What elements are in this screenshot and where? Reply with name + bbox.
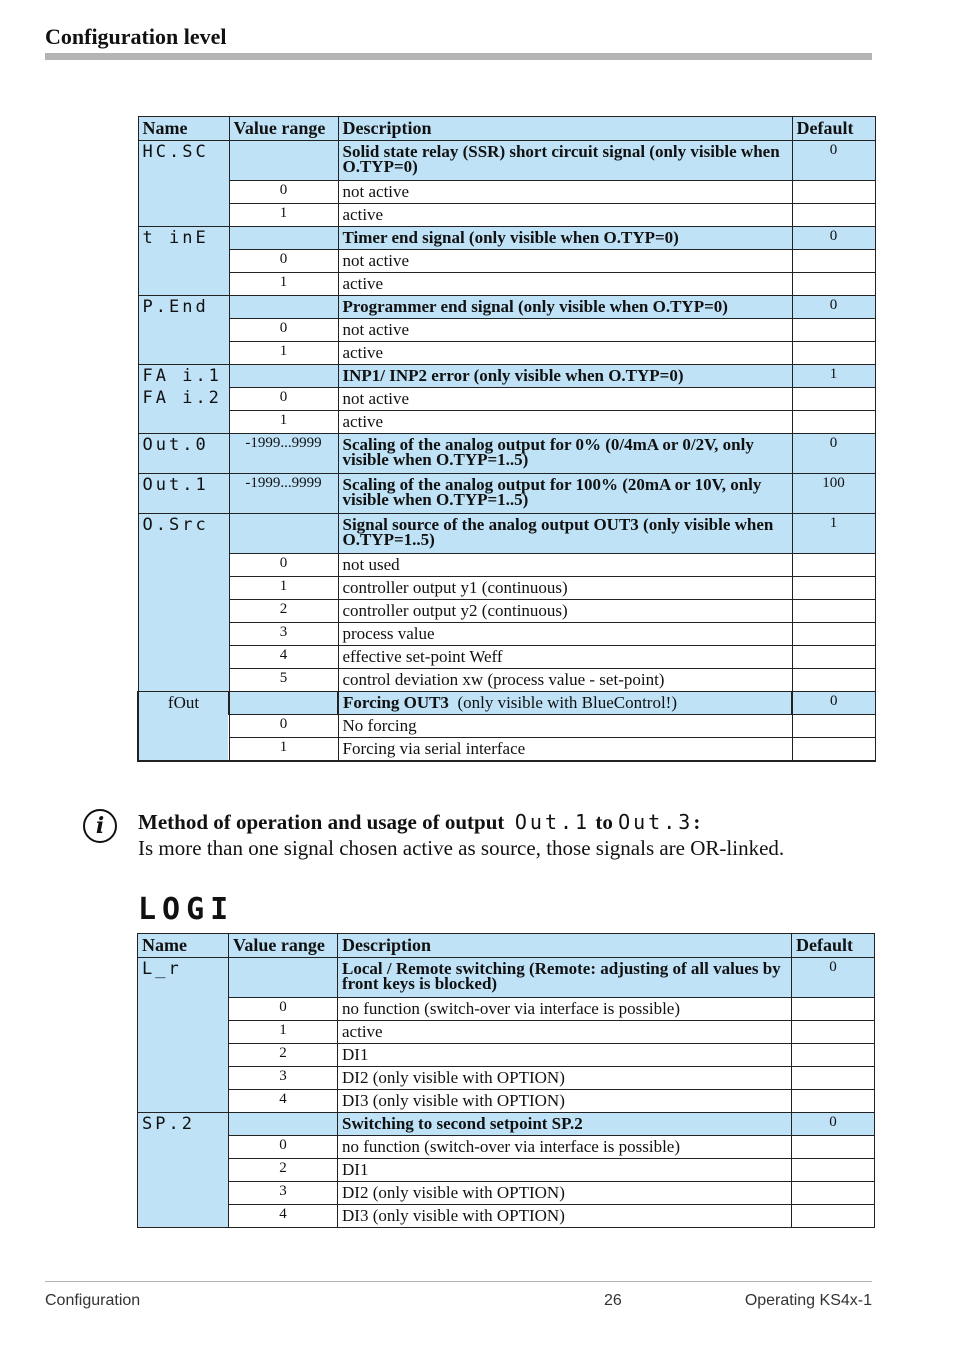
value-description: no function (switch-over via interface is possible): [338, 998, 792, 1021]
value-description: DI2 (only visible with OPTION): [338, 1067, 792, 1090]
empty-default: [792, 1044, 875, 1067]
param-row-time: [138, 227, 875, 250]
empty-default: [792, 998, 875, 1021]
value-description: active: [338, 204, 792, 227]
value-code: 0: [229, 715, 338, 738]
value-description: active: [338, 411, 792, 434]
value-code: 2: [229, 1159, 338, 1182]
param-name-fai: [138, 365, 229, 434]
col-description: Description: [338, 934, 792, 958]
empty-default: [792, 181, 875, 204]
info-icon: i: [83, 809, 117, 843]
value-code: 1: [229, 738, 338, 762]
param-row-osrc: [138, 514, 875, 554]
param-default: 0: [792, 296, 875, 319]
empty-default: [792, 1090, 875, 1113]
param-name-lr: L_r: [138, 958, 229, 1113]
table-row: [138, 1044, 875, 1067]
value-description: not used: [338, 554, 792, 577]
value-description: active: [338, 273, 792, 296]
page-number: 26: [604, 1292, 622, 1309]
footer-section: Configuration: [45, 1292, 141, 1309]
value-range: [229, 141, 338, 181]
note-body: Is more than one signal chosen active as source, those signals are OR-linked.: [138, 836, 785, 860]
param-name-fai1: FA i.1: [142, 366, 222, 386]
table-row: [138, 600, 875, 623]
empty-default: [792, 204, 875, 227]
param-name-fout: fOut: [138, 692, 229, 762]
value-description: DI3 (only visible with OPTION): [338, 1090, 792, 1113]
table-row: [138, 998, 875, 1021]
empty-default: [792, 250, 875, 273]
footer-rule: [45, 1281, 872, 1282]
footer-manual-title: Operating KS4x-1: [744, 1292, 872, 1309]
table-header-row: [138, 117, 875, 141]
empty-default: [792, 669, 875, 692]
param-name-fai2: FA i.2: [142, 388, 222, 408]
value-code: 5: [229, 669, 338, 692]
value-code: 0: [229, 998, 338, 1021]
param-default: 0: [792, 1113, 875, 1136]
param-description: Programmer end signal (only visible when O.TYP=0): [338, 296, 792, 319]
col-default: Default: [792, 117, 875, 141]
value-description: Forcing via serial interface: [338, 738, 792, 762]
value-description: DI3 (only visible with OPTION): [338, 1205, 792, 1228]
table-row: [138, 273, 875, 296]
param-default: 1: [792, 365, 875, 388]
note-colon: :: [693, 810, 701, 834]
col-description: Description: [338, 117, 792, 141]
param-default: 100: [792, 474, 875, 514]
value-description: DI1: [338, 1159, 792, 1182]
value-code: 4: [229, 1090, 338, 1113]
param-description: Timer end signal (only visible when O.TYP=0): [338, 227, 792, 250]
table-row: [138, 1159, 875, 1182]
param-description: Solid state relay (SSR) short circuit signal (only visible when O.TYP=0): [338, 141, 792, 181]
value-code: 1: [229, 204, 338, 227]
col-value-range: Value range: [229, 934, 338, 958]
value-description: no function (switch-over via interface is possible): [338, 1136, 792, 1159]
value-code: 3: [229, 1182, 338, 1205]
table-row: [138, 623, 875, 646]
table-row: [138, 1182, 875, 1205]
param-name-osrc: O.Src: [138, 514, 229, 692]
param-row-pend: [138, 296, 875, 319]
empty-default: [792, 319, 875, 342]
param-row-lr: [138, 958, 875, 998]
value-range: [229, 958, 338, 998]
value-code: 2: [229, 1044, 338, 1067]
param-description: Signal source of the analog output OUT3 (only visible when O.TYP=1..5): [338, 514, 792, 554]
empty-default: [792, 1021, 875, 1044]
config-table-logi: [137, 933, 875, 1228]
value-range: -1999...9999: [229, 434, 338, 474]
value-description: controller output y1 (continuous): [338, 577, 792, 600]
param-name-sp2: SP.2: [138, 1113, 229, 1228]
param-default: 1: [792, 514, 875, 554]
table-row: [138, 1090, 875, 1113]
note-code-a: Out.1: [514, 810, 591, 834]
value-description: No forcing: [338, 715, 792, 738]
empty-default: [792, 577, 875, 600]
param-description: Scaling of the analog output for 0% (0/4mA or 0/2V, only visible when O.TYP=1..5): [338, 434, 792, 474]
config-table-out: [137, 116, 876, 762]
table-row: [138, 554, 875, 577]
empty-default: [792, 273, 875, 296]
param-row-hcsc: [138, 141, 875, 181]
table-row: [138, 1067, 875, 1090]
value-description: effective set-point Weff: [338, 646, 792, 669]
empty-default: [792, 600, 875, 623]
col-name: Name: [138, 117, 229, 141]
col-name: Name: [138, 934, 229, 958]
empty-default: [792, 646, 875, 669]
table-row: [138, 646, 875, 669]
empty-default: [792, 411, 875, 434]
param-description: [338, 692, 792, 715]
table-row: [138, 250, 875, 273]
value-code: 3: [229, 623, 338, 646]
param-row-sp2: [138, 1113, 875, 1136]
value-description: not active: [338, 181, 792, 204]
value-description: not active: [338, 388, 792, 411]
empty-default: [792, 1067, 875, 1090]
value-code: 0: [229, 319, 338, 342]
param-row-out1: [138, 474, 875, 514]
value-code: 1: [229, 1021, 338, 1044]
table-row: [138, 715, 875, 738]
param-description: Local / Remote switching (Remote: adjusting of all values by front keys is blocked): [338, 958, 792, 998]
table-row: [138, 388, 875, 411]
table-row: [138, 319, 875, 342]
empty-default: [792, 1159, 875, 1182]
param-name-pend: P.End: [138, 296, 229, 365]
value-description: not active: [338, 319, 792, 342]
empty-default: [792, 554, 875, 577]
value-description: control deviation xw (process value - set-point): [338, 669, 792, 692]
value-range: -1999...9999: [229, 474, 338, 514]
desc-bold: Forcing OUT3: [343, 693, 449, 712]
empty-default: [792, 715, 875, 738]
param-name-out0: Out.0: [138, 434, 229, 474]
table-row: [138, 669, 875, 692]
note-heading-text: Method of operation and usage of output: [138, 810, 505, 834]
empty-default: [792, 1182, 875, 1205]
value-code: 1: [229, 273, 338, 296]
value-code: 0: [229, 388, 338, 411]
value-code: 1: [229, 411, 338, 434]
value-range: [229, 692, 338, 715]
value-code: 0: [229, 1136, 338, 1159]
empty-default: [792, 388, 875, 411]
empty-default: [792, 623, 875, 646]
empty-default: [792, 1136, 875, 1159]
section-title-logi: LOGI: [138, 892, 235, 927]
table-row: [138, 204, 875, 227]
param-default: 0: [792, 227, 875, 250]
param-name-out1: Out.1: [138, 474, 229, 514]
table-row: [138, 738, 875, 762]
value-code: 2: [229, 600, 338, 623]
value-range: [229, 514, 338, 554]
empty-default: [792, 1205, 875, 1228]
param-description: INP1/ INP2 error (only visible when O.TYP=0): [338, 365, 792, 388]
value-description: process value: [338, 623, 792, 646]
value-code: 4: [229, 1205, 338, 1228]
table-row: [138, 1205, 875, 1228]
table-row: [138, 577, 875, 600]
value-code: 0: [229, 181, 338, 204]
table-row: [138, 1021, 875, 1044]
table-header-row: [138, 934, 875, 958]
value-code: 1: [229, 577, 338, 600]
param-default: 0: [792, 141, 875, 181]
value-code: 4: [229, 646, 338, 669]
table-row: [138, 1136, 875, 1159]
value-description: active: [338, 342, 792, 365]
value-code: 0: [229, 250, 338, 273]
table-row: [138, 411, 875, 434]
note-to: to: [595, 810, 613, 834]
note-heading: [138, 810, 700, 835]
empty-default: [792, 342, 875, 365]
col-value-range: Value range: [229, 117, 338, 141]
value-code: 3: [229, 1067, 338, 1090]
value-description: active: [338, 1021, 792, 1044]
param-description: Scaling of the analog output for 100% (20mA or 10V, only visible when O.TYP=1..5): [338, 474, 792, 514]
table-row: [138, 181, 875, 204]
title-rule: [45, 53, 872, 60]
col-default: Default: [792, 934, 875, 958]
param-row-out0: [138, 434, 875, 474]
table-row: [138, 342, 875, 365]
param-default: 0: [792, 692, 875, 715]
param-row-fai: [138, 365, 875, 388]
value-code: 1: [229, 342, 338, 365]
param-default: 0: [792, 434, 875, 474]
param-default: 0: [792, 958, 875, 998]
value-range: [229, 1113, 338, 1136]
param-name-hcsc: HC.SC: [138, 141, 229, 227]
page-title: Configuration level: [45, 24, 227, 49]
note-code-b: Out.3: [618, 810, 694, 834]
empty-default: [792, 738, 875, 762]
value-range: [229, 227, 338, 250]
value-code: 0: [229, 554, 338, 577]
param-name-time: t inE: [138, 227, 229, 296]
param-row-fout: [138, 692, 875, 715]
value-range: [229, 365, 338, 388]
value-description: not active: [338, 250, 792, 273]
value-range: [229, 296, 338, 319]
param-description: Switching to second setpoint SP.2: [338, 1113, 792, 1136]
value-description: DI1: [338, 1044, 792, 1067]
value-description: controller output y2 (continuous): [338, 600, 792, 623]
value-description: DI2 (only visible with OPTION): [338, 1182, 792, 1205]
desc-note: (only visible with BlueControl!): [448, 693, 678, 712]
